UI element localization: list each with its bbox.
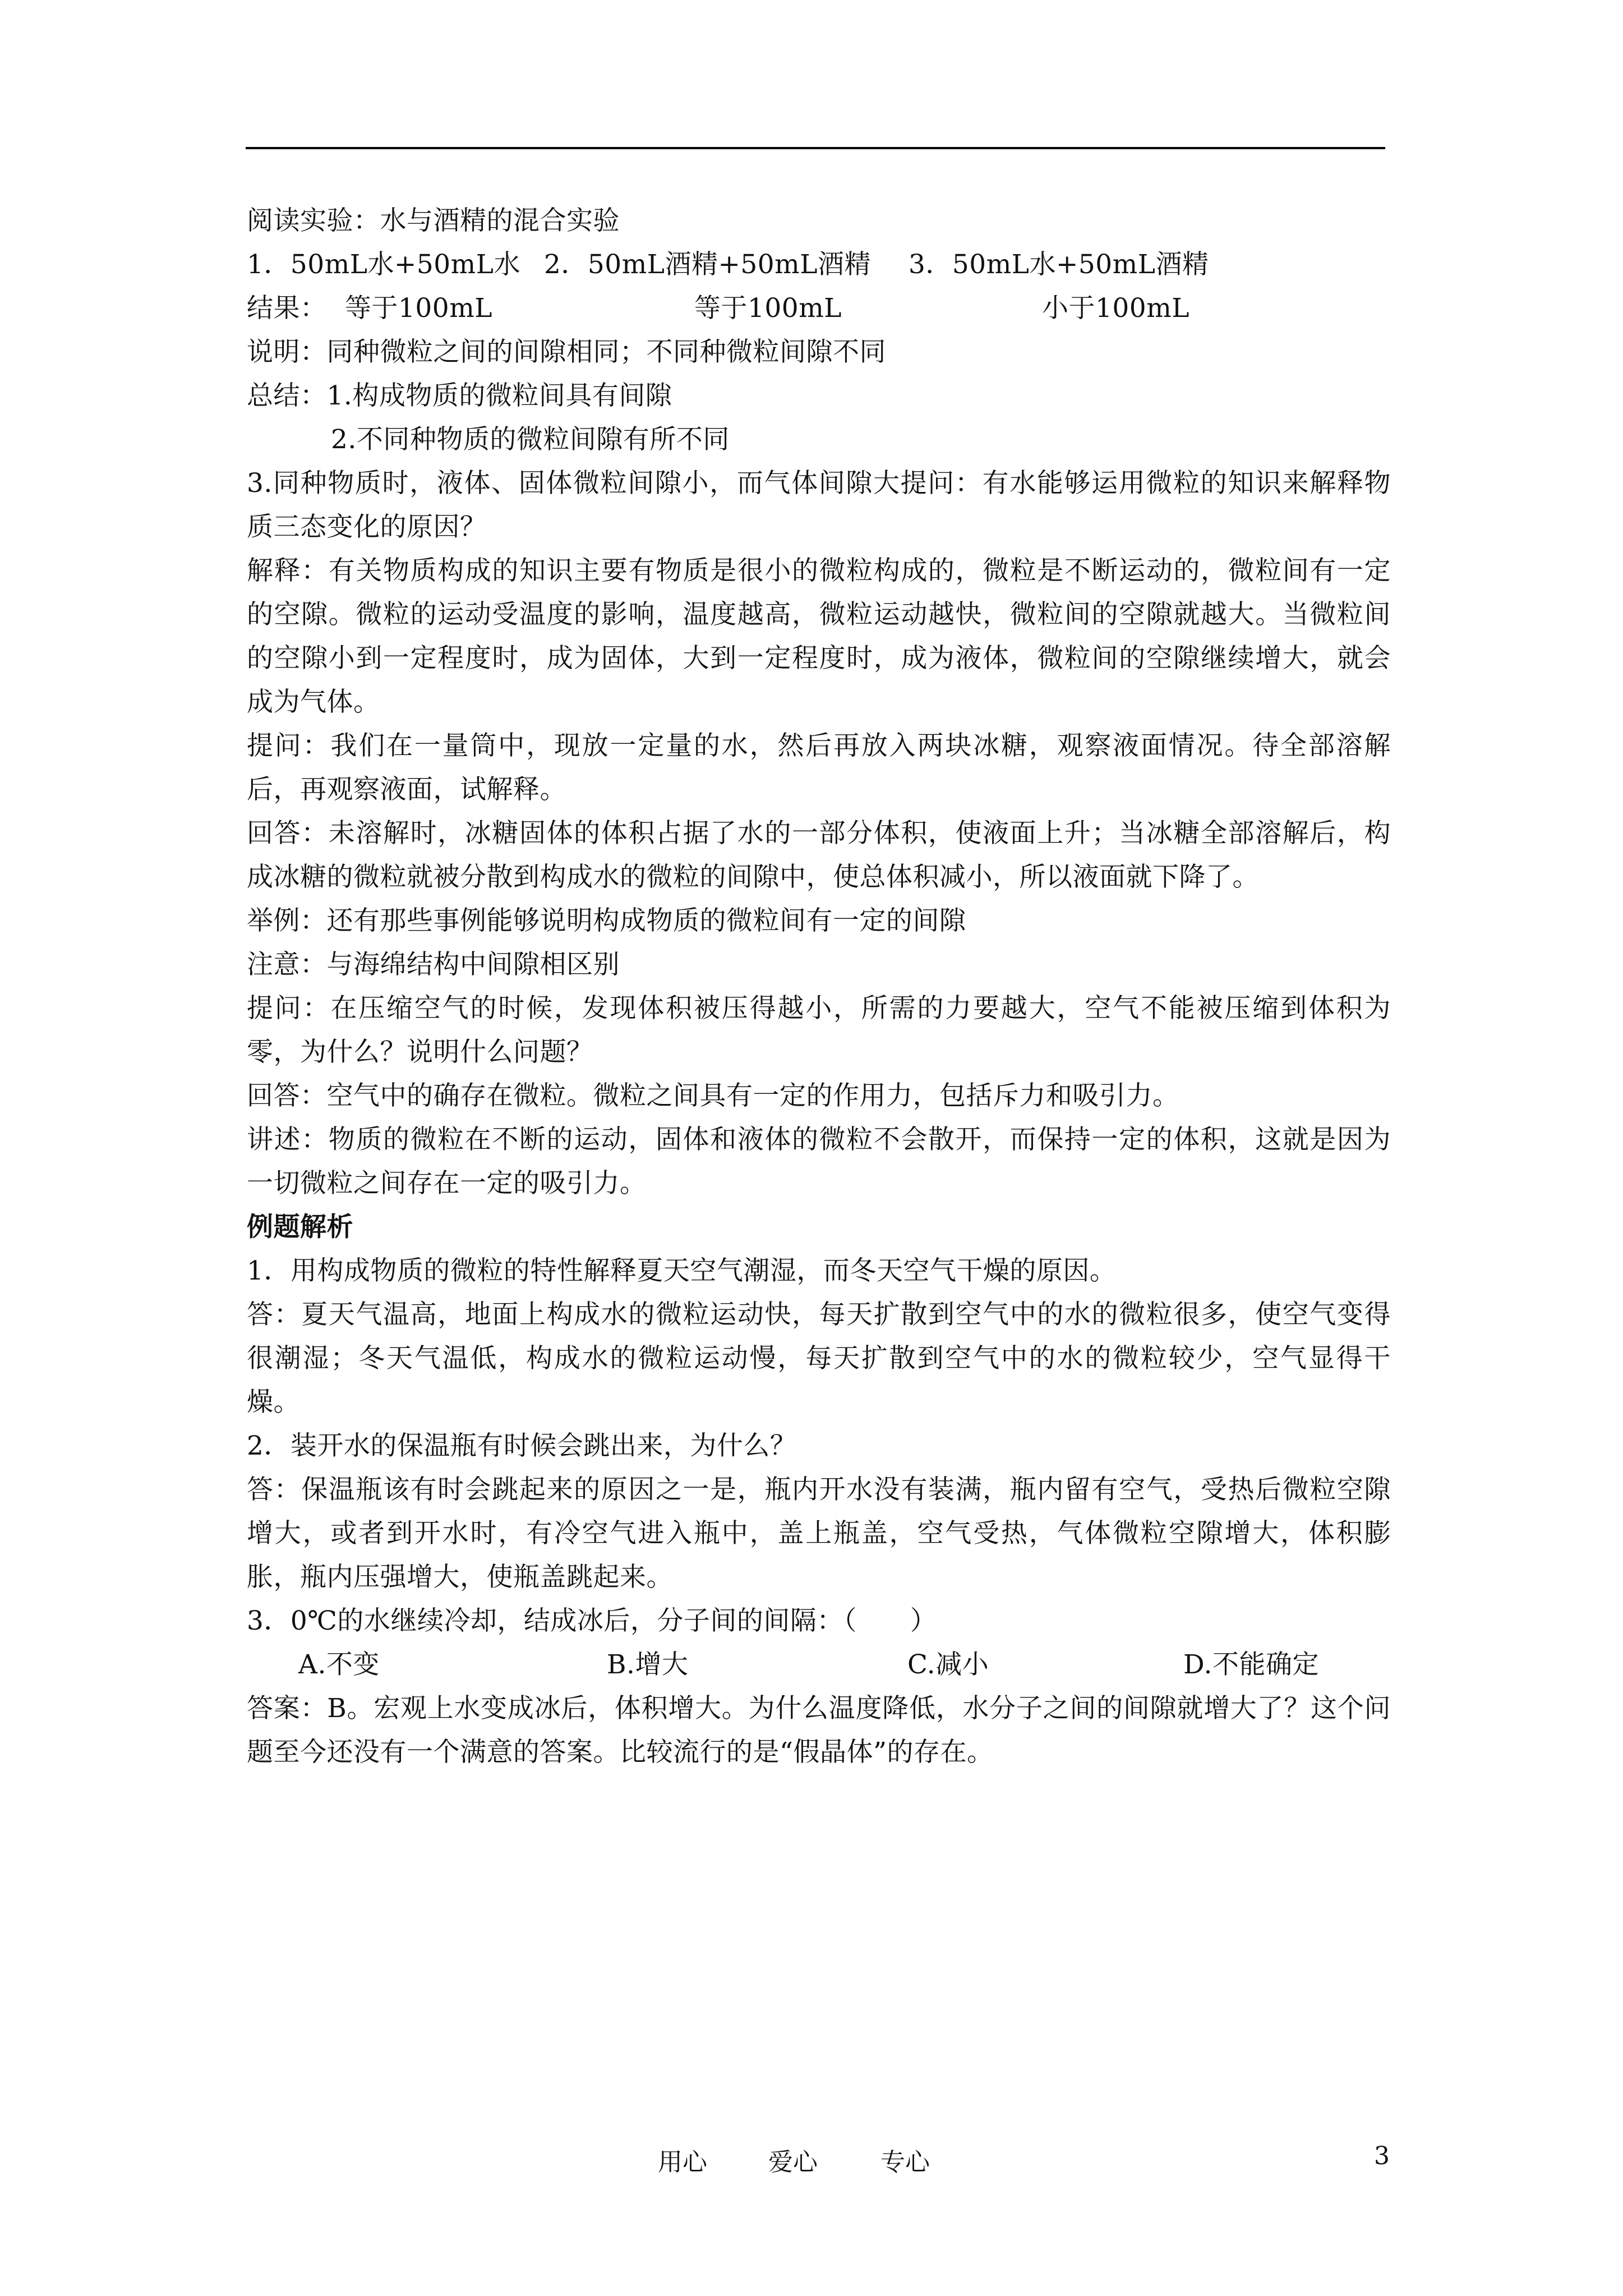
- paragraph-question-air: 提问：在压缩空气的时候，发现体积被压得越小，所需的力要越大，空气不能被压缩到体积为零，为什么？说明什么问题？: [247, 993, 1391, 1068]
- paragraph-examples: 举例：还有那些事例能够说明构成物质的微粒间有一定的间隙: [247, 905, 966, 936]
- header-rule: [246, 147, 1385, 149]
- footer-motto-3: 专心: [880, 2148, 930, 2177]
- experiment-explanation: 说明：同种微粒之间的间隙相同；不同种微粒间隙不同: [247, 337, 886, 367]
- example-question-3: 3．0℃的水继续冷却，结成冰后，分子间的间隔：（ ）: [247, 1605, 937, 1636]
- option-d: D.不能确定: [1183, 1649, 1319, 1680]
- experiment-item-1: 1．50mL水+50mL水: [247, 249, 520, 280]
- result-3: 小于100mL: [1042, 293, 1189, 324]
- experiment-summary-2: 2.不同种物质的微粒间隙有所不同: [331, 424, 730, 455]
- example-options-row: [247, 1643, 1391, 1687]
- result-1: 等于100mL: [345, 293, 492, 324]
- example-question-1: 1．用构成物质的微粒的特性解释夏天空气潮湿，而冬天空气干燥的原因。: [247, 1255, 1117, 1286]
- option-b: B.增大: [607, 1649, 689, 1680]
- example-question-2: 2．装开水的保温瓶有时候会跳出来，为什么？: [247, 1430, 797, 1461]
- result-2: 等于100mL: [694, 293, 842, 324]
- example-answer-1: 答：夏天气温高，地面上构成水的微粒运动快，每天扩散到空气中的水的微粒很多，使空气变得很潮湿；冬天气温低，构成水的微粒运动慢，每天扩散到空气中的水的微粒较少，空气显得干燥。: [247, 1299, 1391, 1418]
- page-number: 3: [1374, 2142, 1390, 2170]
- footer-motto-2: 爱心: [768, 2148, 818, 2177]
- option-c: C.减小: [907, 1649, 989, 1680]
- paragraph-three-states: 3.同种物质时，液体、固体微粒间隙小，而气体间隙大提问：有水能够运用微粒的知识来解释物质三态变化的原因？: [247, 468, 1391, 542]
- page-footer: [0, 2142, 1623, 2181]
- result-label: 结果：: [247, 293, 327, 324]
- section-heading-examples: 例题解析: [247, 1212, 353, 1243]
- paragraph-explanation: 解释：有关物质构成的知识主要有物质是很小的微粒构成的，微粒是不断运动的，微粒间有一定的空隙。微粒的运动受温度的影响，温度越高，微粒运动越快，微粒间的空隙就越大。当微粒间的空隙小到一定程度时，成为固体，大到一定程度时，成为液体，微粒间的空隙继续增大，就会成为气体。: [247, 555, 1391, 717]
- footer-motto-1: 用心: [658, 2148, 707, 2177]
- experiment-items-row: [247, 243, 1391, 287]
- paragraph-answer-air: 回答：空气中的确存在微粒。微粒之间具有一定的作用力，包括斥力和吸引力。: [247, 1080, 1179, 1111]
- option-a: A.不变: [298, 1649, 380, 1680]
- experiment-results-row: [247, 287, 1391, 330]
- paragraph-lecture: 讲述：物质的微粒在不断的运动，固体和液体的微粒不会散开，而保持一定的体积，这就是因为一切微粒之间存在一定的吸引力。: [247, 1124, 1391, 1199]
- experiment-title: 阅读实验：水与酒精的混合实验: [247, 205, 620, 236]
- experiment-item-2: 2．50mL酒精+50mL酒精: [544, 249, 871, 280]
- page-content: [247, 199, 1391, 1774]
- example-answer-2: 答：保温瓶该有时会跳起来的原因之一是，瓶内开水没有装满，瓶内留有空气，受热后微粒空隙增大，或者到开水时，有冷空气进入瓶中，盖上瓶盖，空气受热，气体微粒空隙增大，体积膨胀，瓶内压强增大，使瓶盖跳起来。: [247, 1474, 1391, 1593]
- paragraph-question-sugar: 提问：我们在一量筒中，现放一定量的水，然后再放入两块冰糖，观察液面情况。待全部溶解后，再观察液面，试解释。: [247, 730, 1391, 805]
- experiment-summary-1: 总结：1.构成物质的微粒间具有间隙: [247, 380, 672, 411]
- paragraph-note: 注意：与海绵结构中间隙相区别: [247, 949, 620, 980]
- paragraph-answer-sugar: 回答：未溶解时，冰糖固体的体积占据了水的一部分体积，使液面上升；当冰糖全部溶解后，构成冰糖的微粒就被分散到构成水的微粒的间隙中，使总体积减小，所以液面就下降了。: [247, 818, 1391, 892]
- experiment-item-3: 3．50mL水+50mL酒精: [909, 249, 1209, 280]
- example-answer-3: 答案：B。宏观上水变成冰后，体积增大。为什么温度降低，水分子之间的间隙就增大了？这个问题至今还没有一个满意的答案。比较流行的是“假晶体”的存在。: [247, 1693, 1391, 1768]
